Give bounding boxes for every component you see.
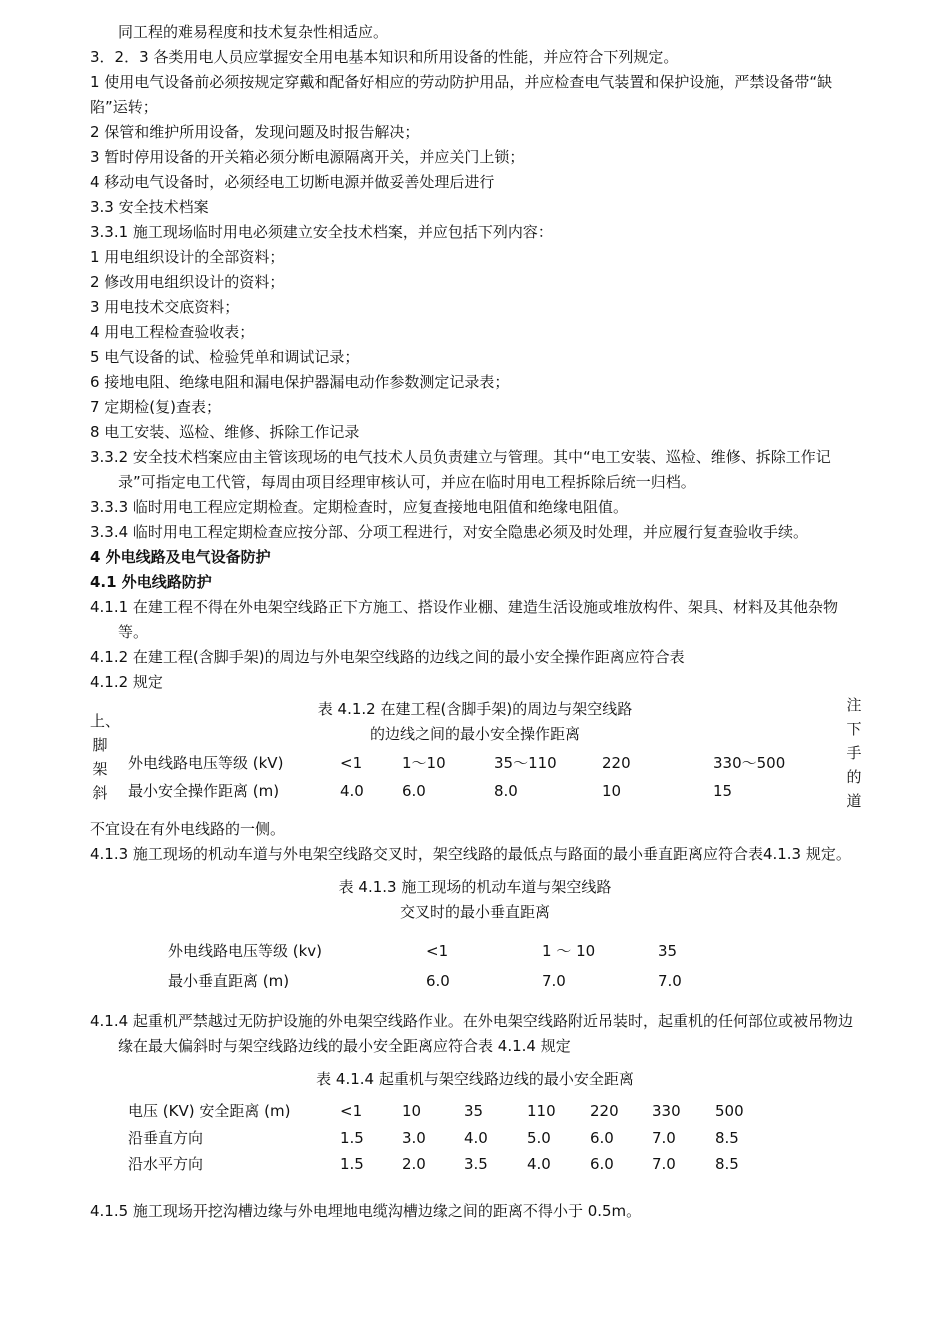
clause-paragraph: 4.1.3 施工现场的机动车道与外电架空线路交叉时，架空线路的最低点与路面的最小垂直距离应符合表4.1.3 规定。 — [90, 845, 851, 863]
document-page — [90, 20, 860, 1224]
list-item: 3 暂时停用设备的开关箱必须分断电源隔离开关，并应关门上锁； — [90, 148, 525, 166]
list-item: 1 使用电气设备前必须按规定穿戴和配备好相应的劳动防护用品，并应检查电气装置和保护设施，严禁设备带“缺陷”运转； — [90, 73, 833, 116]
table-caption: 表 4.1.4 起重机与架空线路边线的最小安全距离 — [316, 1070, 634, 1088]
list-item: 4 用电工程检查验收表； — [90, 323, 255, 341]
table-caption: 表 4.1.2 在建工程(含脚手架)的周边与架空线路 的边线之间的最小安全操作距离 — [317, 700, 633, 743]
table-caption: 表 4.1.3 施工现场的机动车道与架空线路 交叉时的最小垂直距离 — [338, 878, 612, 921]
section-heading: 3.3 安全技术档案 — [90, 198, 209, 216]
chapter-heading: 4 外电线路及电气设备防护 — [90, 548, 271, 566]
side-note-left: 上、 脚 架 斜 — [90, 712, 121, 802]
clause-paragraph: 3.3.2 安全技术档案应由主管该现场的电气技术人员负责建立与管理。其中“电工安装、巡检、维修、拆除工作记录”可指定电工代管，每周由项目经理审核认可，并应在临时用电工程拆除后统一归档。 — [90, 448, 831, 491]
clause-paragraph: 4.1.5 施工现场开挖沟槽边缘与外电埋地电缆沟槽边缘之间的距离不得小于 0.5m。 — [90, 1202, 642, 1220]
paragraph: 不宜设在有外电线路的一侧。 — [90, 820, 286, 838]
list-item: 2 修改用电组织设计的资料； — [90, 273, 285, 291]
clause-paragraph: 4.1.2 规定 — [90, 673, 163, 691]
list-item: 2 保管和维护所用设备，发现问题及时报告解决； — [90, 123, 420, 141]
side-note-right: 注 下 手 的 道 — [846, 696, 862, 810]
clause-heading: 3．2．3 各类用电人员应掌握安全用电基本知识和所用设备的性能，并应符合下列规定。 — [90, 48, 679, 66]
clause-paragraph: 4.1.2 在建工程(含脚手架)的周边与外电架空线路的边线之间的最小安全操作距离应符合表 — [90, 648, 685, 666]
table-4-1-2: 表 4.1.2 在建工程(含脚手架)的周边与架空线路 的边线之间的最小安全操作距离 上、 脚 架 斜 注 下 手 的 道 外电线路电压等级 (kV) <1 1～10 35～110 220 330～500 最小安全操作距离 (m) 4.0 6.0 8.0 10 15 — [90, 695, 860, 817]
list-item: 1 用电组织设计的全部资料； — [90, 248, 285, 266]
list-item: 6 接地电阻、绝缘电阻和漏电保护器漏电动作参数测定记录表； — [90, 373, 510, 391]
list-item: 7 定期检(复)查表； — [90, 398, 222, 416]
list-item: 4 移动电气设备时，必须经电工切断电源并做妥善处理后进行 — [90, 173, 495, 191]
list-item: 3 用电技术交底资料； — [90, 298, 240, 316]
table-4-1-3: 表 4.1.3 施工现场的机动车道与架空线路 交叉时的最小垂直距离 外电线路电压等级 (kv) <1 1 ～ 10 35 最小垂直距离 (m) 6.0 7.0 7.0 — [90, 867, 860, 1009]
paragraph: 同工程的难易程度和技术复杂性相适应。 — [118, 23, 389, 41]
list-item: 8 电工安装、巡检、维修、拆除工作记录 — [90, 423, 360, 441]
section-heading: 4.1 外电线路防护 — [90, 573, 212, 591]
clause-paragraph: 4.1.1 在建工程不得在外电架空线路正下方施工、搭设作业棚、建造生活设施或堆放构件、架具、材料及其他杂物等。 — [90, 598, 838, 641]
clause-paragraph: 3.3.3 临时用电工程应定期检查。定期检查时，应复查接地电阻值和绝缘电阻值。 — [90, 498, 628, 516]
clause-heading: 3.3.1 施工现场临时用电必须建立安全技术档案，并应包括下列内容： — [90, 223, 553, 241]
clause-paragraph: 3.3.4 临时用电工程定期检查应按分部、分项工程进行，对安全隐患必须及时处理，并应履行复查验收手续。 — [90, 523, 808, 541]
table-4-1-4: 表 4.1.4 起重机与架空线路边线的最小安全距离 电压 (KV) 安全距离 (m) <1 10 35 110 220 330 500 沿垂直方向 1.5 3.0 4.0 5.0 6.0 7.0 8.5 沿水平方向 1.5 2.0 3.5 4.0 6.0 7.0 8.5 — [90, 1059, 860, 1199]
list-item: 5 电气设备的试、检验凭单和调试记录； — [90, 348, 360, 366]
clause-paragraph: 4.1.4 起重机严禁越过无防护设施的外电架空线路作业。在外电架空线路附近吊装时，起重机的任何部位或被吊物边缘在最大偏斜时与架空线路边线的最小安全距离应符合表 4.1.4 规定 — [90, 1012, 853, 1055]
